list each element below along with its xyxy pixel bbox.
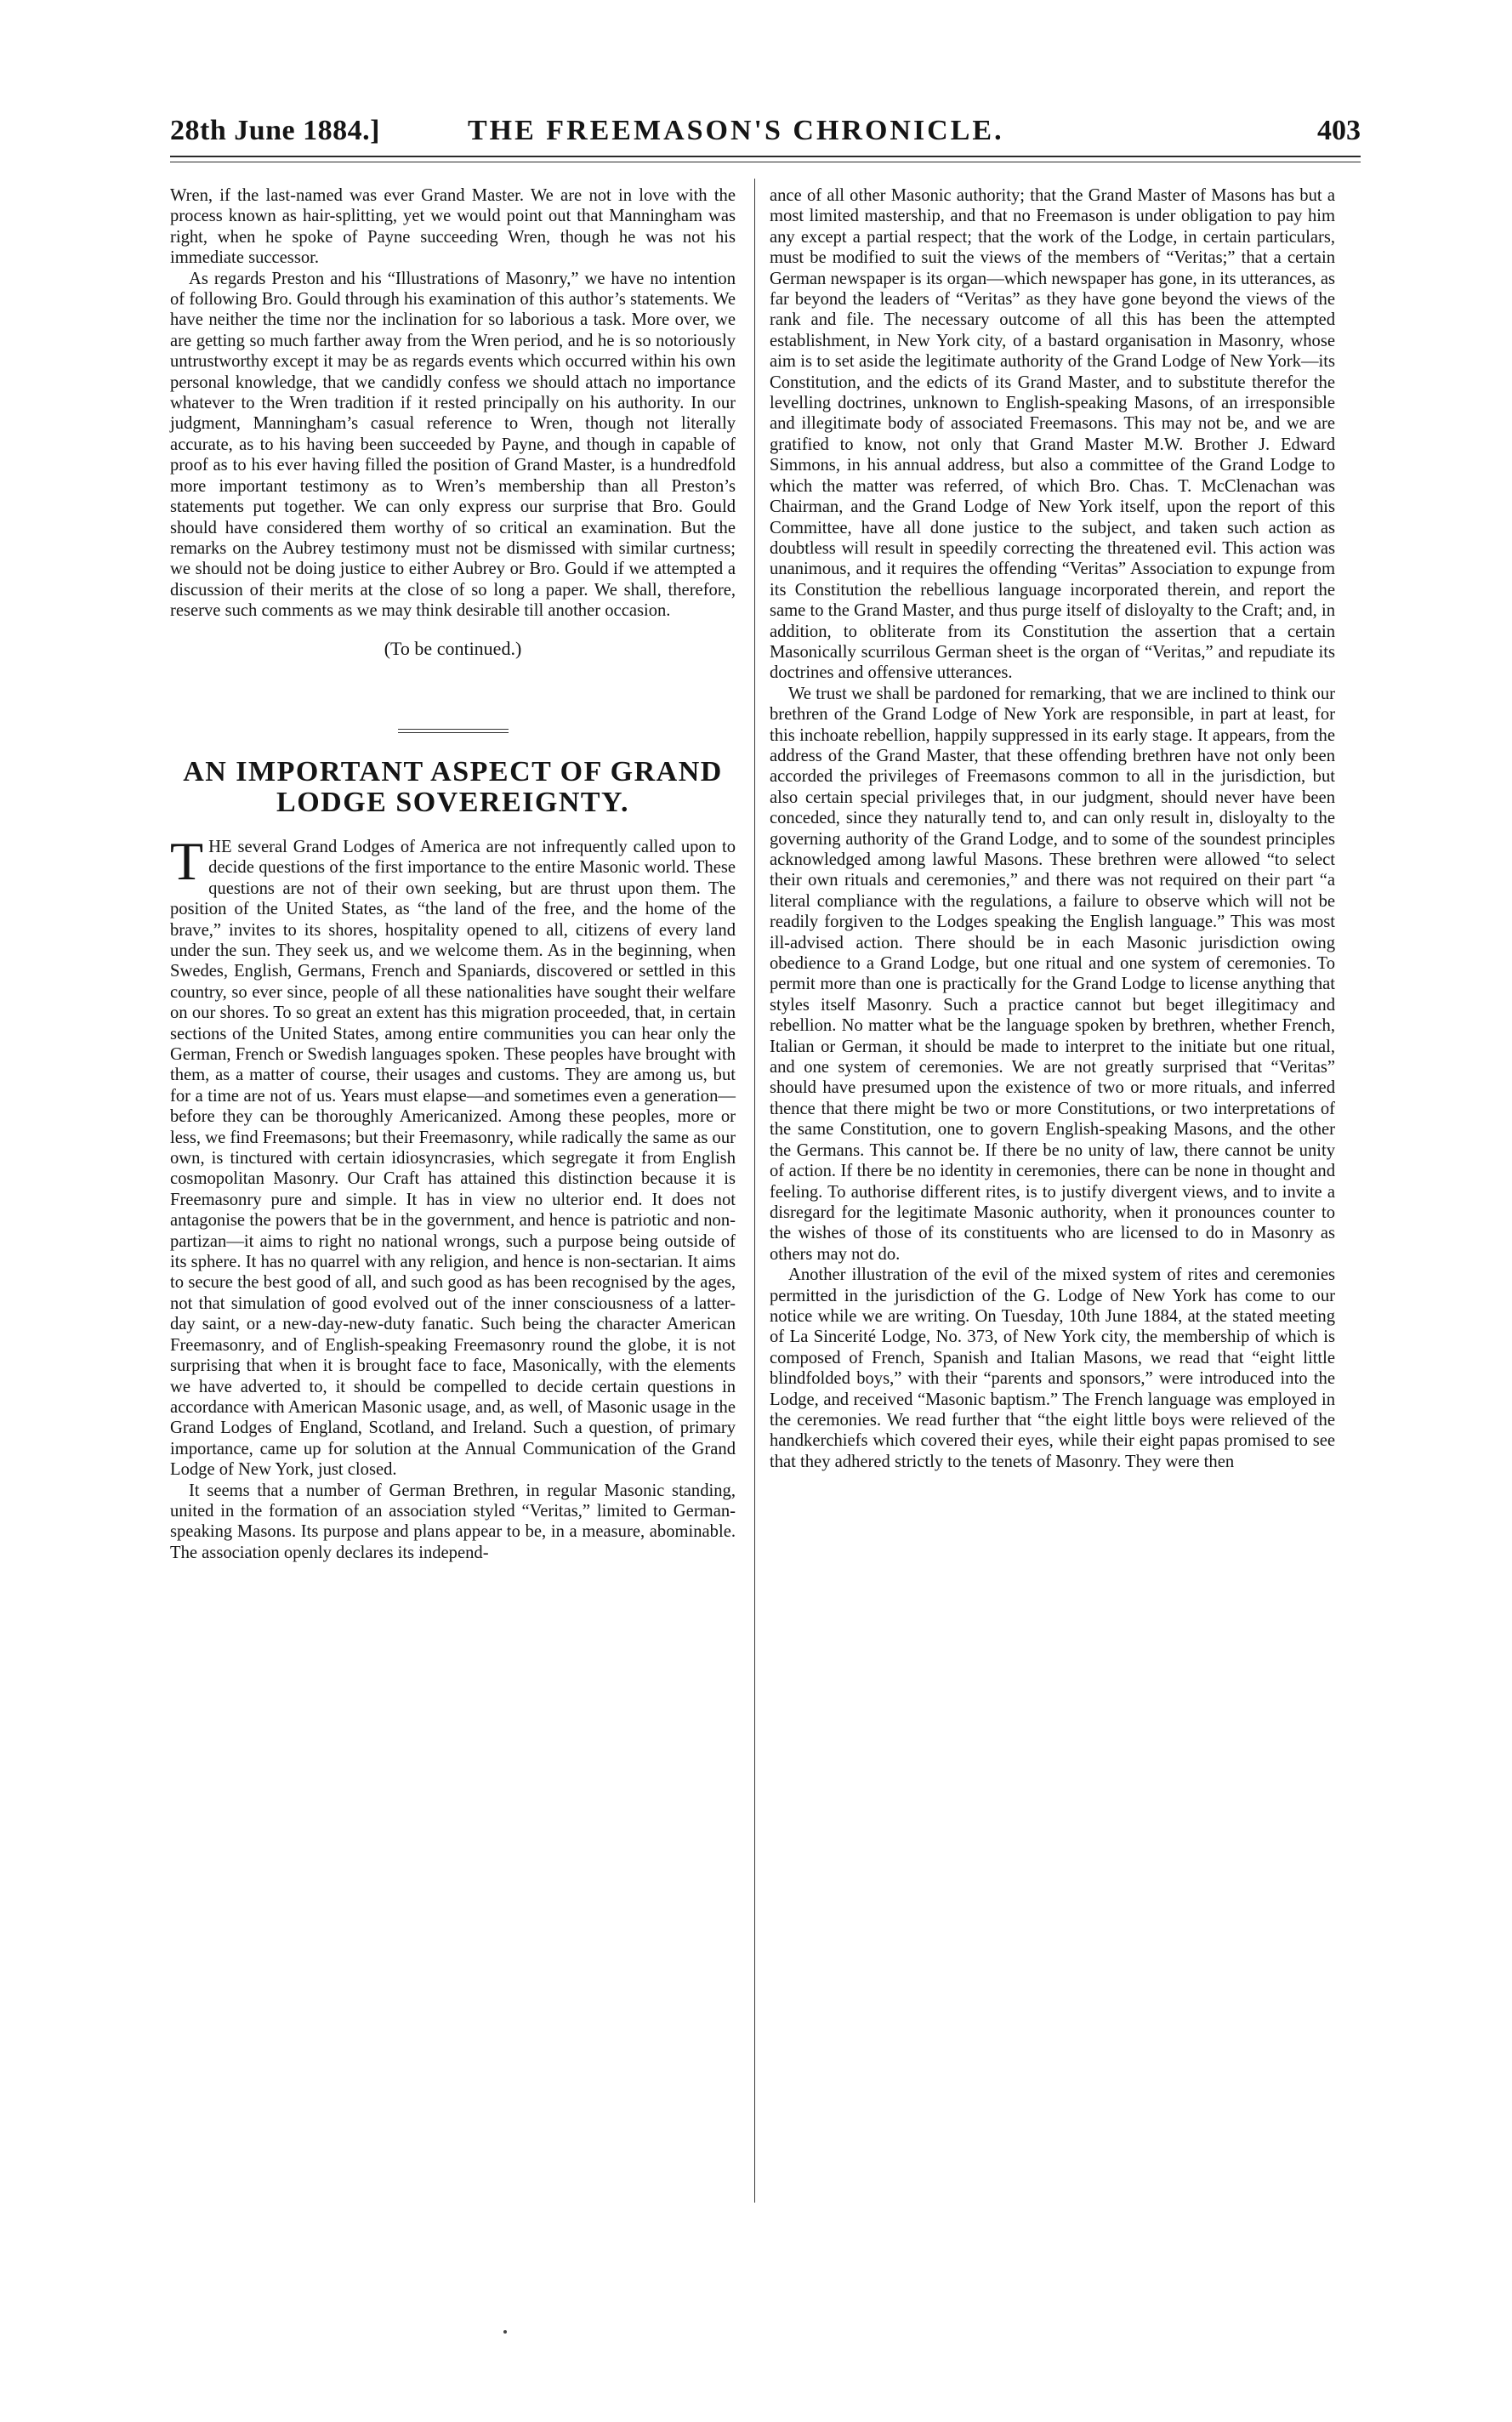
- column-divider: [754, 179, 755, 2203]
- article-heading: [170, 757, 736, 818]
- right-column: [770, 185, 1335, 1472]
- article-opening-text: HE several Grand Lodges of America are not infrequently called upon to decide questions of the first importance to the entire Masonic world. These questions are not of their own seeking, but are thrust upon them. The position of the United States, as “the land of the free, and the home of the brave,” invites to its shores, hospitality opened to all, citizens of every land under the sun. They seek us, and we welcome them. As in the beginning, when Swedes, English, Germans, French and Spaniards, discovered or settled in this country, so ever since, people of all these nationalities have sought their welfare on our shores. To so great an extent has this migration proceeded, that, in certain sections of the United States, among entire communities you can hear only the German, French or Swedish languages spoken. These peoples have brought with them, as a matter of course, their usages and customs. They are among us, but for a time are not of us. Years must elapse—and sometimes even a generation—before they can be thoroughly Americanized. Among these peoples, more or less, we find Freemasons; but their Freemasonry, while radically the same as our own, is tinctured with certain idiosyncrasies, which segregate it from English cosmopolitan Masonry. Our Craft has attained this distinction because it is Freemasonry pure and simple. It has in view no ulterior end. It does not antagonise the powers that be in the government, and hence is patriotic and non-partizan—it aims to right no national wrongs, such a purpose being outside of its sphere. It has no quarrel with any religion, and hence is non-sectarian. It aims to secure the best good of all, and such good as has been recognised by the ages, not that simulation of good evolved out of the inner consciousness of a latter-day saint, or a new-day-new-duty fanatic. Such being the character American Freemasonry, and of English-speaking Freemasonry round the globe, it is not surprising that when it is brought face to face, Masonically, with the elements we have adverted to, it should be compelled to decide certain questions in accordance with American Masonic usage, and, as well, of Masonic usage in the Grand Lodges of England, Scotland, and Ireland. Such a question, of primary importance, came up for solution at the Annual Communication of the Grand Lodge of New York, just closed.: [170, 837, 736, 1480]
- article-heading-line-1: AN IMPORTANT ASPECT OF GRAND: [183, 755, 723, 787]
- publication-title: THE FREEMASON'S CHRONICLE.: [468, 115, 1004, 146]
- section-divider: [398, 729, 509, 733]
- veritas-paragraph: It seems that a number of German Brethren, in regular Masonic standing, united in the formation of an association styled “Veritas,” limited to German-speaking Masons. Its purpose and plans appear to be, in a measure, abominable. The association openly declares its independ-: [170, 1481, 736, 1562]
- illustration-paragraph: Another illustration of the evil of the mixed system of rites and ceremonies permitted in the jurisdiction of the G. Lodge of New York has come to our notice while we are writing. On Tuesday, 10th June 1884, at the stated meeting of La Sincerité Lodge, No. 373, of New York city, the membership of which is composed of French, Spanish and Italian Masons, we read that “eight little blindfolded boys,” with their “parents and sponsors,” were introduced into the Lodge, and received “Masonic baptism.” The French language was employed in the ceremonies. We read further that “the eight little boys were relieved of the handkerchiefs which covered their eyes, while their eight papas promised to see that they adhered strictly to the tenets of Masonry. They were then: [770, 1265, 1335, 1471]
- issue-date: 28th June 1884.]: [170, 115, 380, 146]
- continued-article-paragraph: Wren, if the last-named was ever Grand Master. We are not in love with the process known as hair-splitting, yet we would point out that Manningham was right, when he spoke of Payne succeeding Wren, though he was not his immediate successor.: [170, 186, 736, 268]
- page-number: 403: [1317, 115, 1361, 146]
- page-speck: [503, 2330, 507, 2334]
- responsibility-paragraph: We trust we shall be pardoned for remarking, that we are inclined to think our brethren of the Grand Lodge of New York are responsible, in part at least, for this inchoate rebellion, happily suppressed in its early stage. It appears, from the address of the Grand Master, that these offending brethren have not only been accorded the privileges of Freemasons common to all in the jurisdiction, but also certain special privileges that, in our judgment, should never have been conceded, since they naturally tend to, and can only result in, disloyalty to the governing authority of the Grand Lodge, and to some of the soundest principles acknowledged among lawful Masons. These brethren were allowed “to select their own rituals and ceremonies,” and there was not required on their part “a literal compliance with the regulations, a failure to observe which will not be readily forgiven to the Lodges speaking the English language.” This was most ill-advised action. There should be in each Masonic jurisdiction owing obedience to a Grand Lodge, but one ritual and one system of ceremonies. To permit more than one is practically for the Grand Lodge to license anything that styles itself Masonry. Such a practice cannot but beget illegitimacy and rebellion. No matter what be the language spoken by brethren, whether French, Italian or German, it should be made to interpret to the initiate but one ritual, and one system of ceremonies. We are not greatly surprised that “Veritas” should have presumed upon the existence of two or more rituals, and inferred thence that there might be two or more Constitutions, or two interpretations of the same Constitution, one to govern English-speaking Masons, and the other the Germans. This cannot be. If there be no unity of law, there cannot be unity of action. If there be no identity in ceremonies, there can be none in thought and feeling. To authorise different rites, is to justify divergent views, and to invite a disregard for the legitimate Masonic authority, when it pronounces counter to the wishes of those of its constituents who are licensed to do in Masonry as others may not do.: [770, 684, 1335, 1264]
- masthead-rule: [170, 156, 1361, 162]
- article-heading-line-2: LODGE SOVEREIGNTY.: [276, 786, 629, 818]
- independence-paragraph: ance of all other Masonic authority; that the Grand Master of Masons has but a most limited mastership, and that no Freemason is under obligation to pay him any except a partial respect; that the work of the Lodge, in certain particulars, must be modified to suit the views of the members of “Veritas;” that a certain German newspaper is its organ—which newspaper has gone, in its utterances, as far beyond the leaders of “Veritas” as they have gone beyond the views of the rank and file. The necessary outcome of all this has been the attempted establishment, in New York city, of a bastard organisation in Masonry, whose aim is to set aside the legitimate authority of the Grand Lodge of New York—its Constitution, and the edicts of its Grand Master, and to substitute therefor the levelling doctrines, unknown to English-speaking Masons, of an irresponsible and illegitimate body of associated Freemasons. This may not be, and we are gratified to know, not only that Grand Master M.W. Brother J. Edward Simmons, in his annual address, but also a committee of the Grand Lodge to which the matter was referred, of which Bro. Chas. T. McClenachan was Chairman, and the Grand Lodge of New York itself, upon the report of this Committee, have all done justice to the subject, and taken such action as doubtless will result in speedily correcting the threatened evil. This action was unanimous, and it requires the offending “Veritas” Association to expunge from its Constitution the rebellious language incorporated therein, and report the same to the Grand Master, and thus purge itself of disloyalty to the Craft; and, in addition, to obliterate from its Constitution the assertion that a certain Masonically scurrilous German sheet is the organ of “Veritas,” and repudiate its doctrines and offensive utterances.: [770, 186, 1335, 683]
- masthead: [170, 115, 1361, 156]
- article-opening-paragraph: [170, 830, 736, 1481]
- drop-cap-letter: T: [170, 830, 204, 891]
- to-be-continued-note: (To be continued.): [384, 637, 522, 659]
- preston-paragraph: As regards Preston and his “Illustrations of Masonry,” we have no intention of following Bro. Gould through his examination of this author’s statements. We have neither the time nor the inclination for so laborious a task. More over, we are getting so much farther away from the Wren period, and he is so notoriously untrustworthy except it may be as regards events which occurred within his own personal knowledge, that we candidly confess we should attach no importance whatever to the Wren tradition if it rested principally on his authority. In our judgment, Manningham’s casual reference to Wren, though not literally accurate, as to his having been succeeded by Payne, and though in capable of proof as to his ever having filled the position of Grand Master, is a hundredfold more important testimony as to Wren’s membership than all Preston’s statements put together. We can only express our surprise that Bro. Gould should have considered them worthy of so critical an examination. But the remarks on the Aubrey testimony must not be dismissed with similar curtness; we should not be doing justice to either Aubrey or Bro. Gould if we attempted a discussion of their merits at the close of so long a paper. We shall, therefore, reserve such comments as we may think desirable till another occasion.: [170, 269, 736, 621]
- left-column: [170, 185, 736, 1563]
